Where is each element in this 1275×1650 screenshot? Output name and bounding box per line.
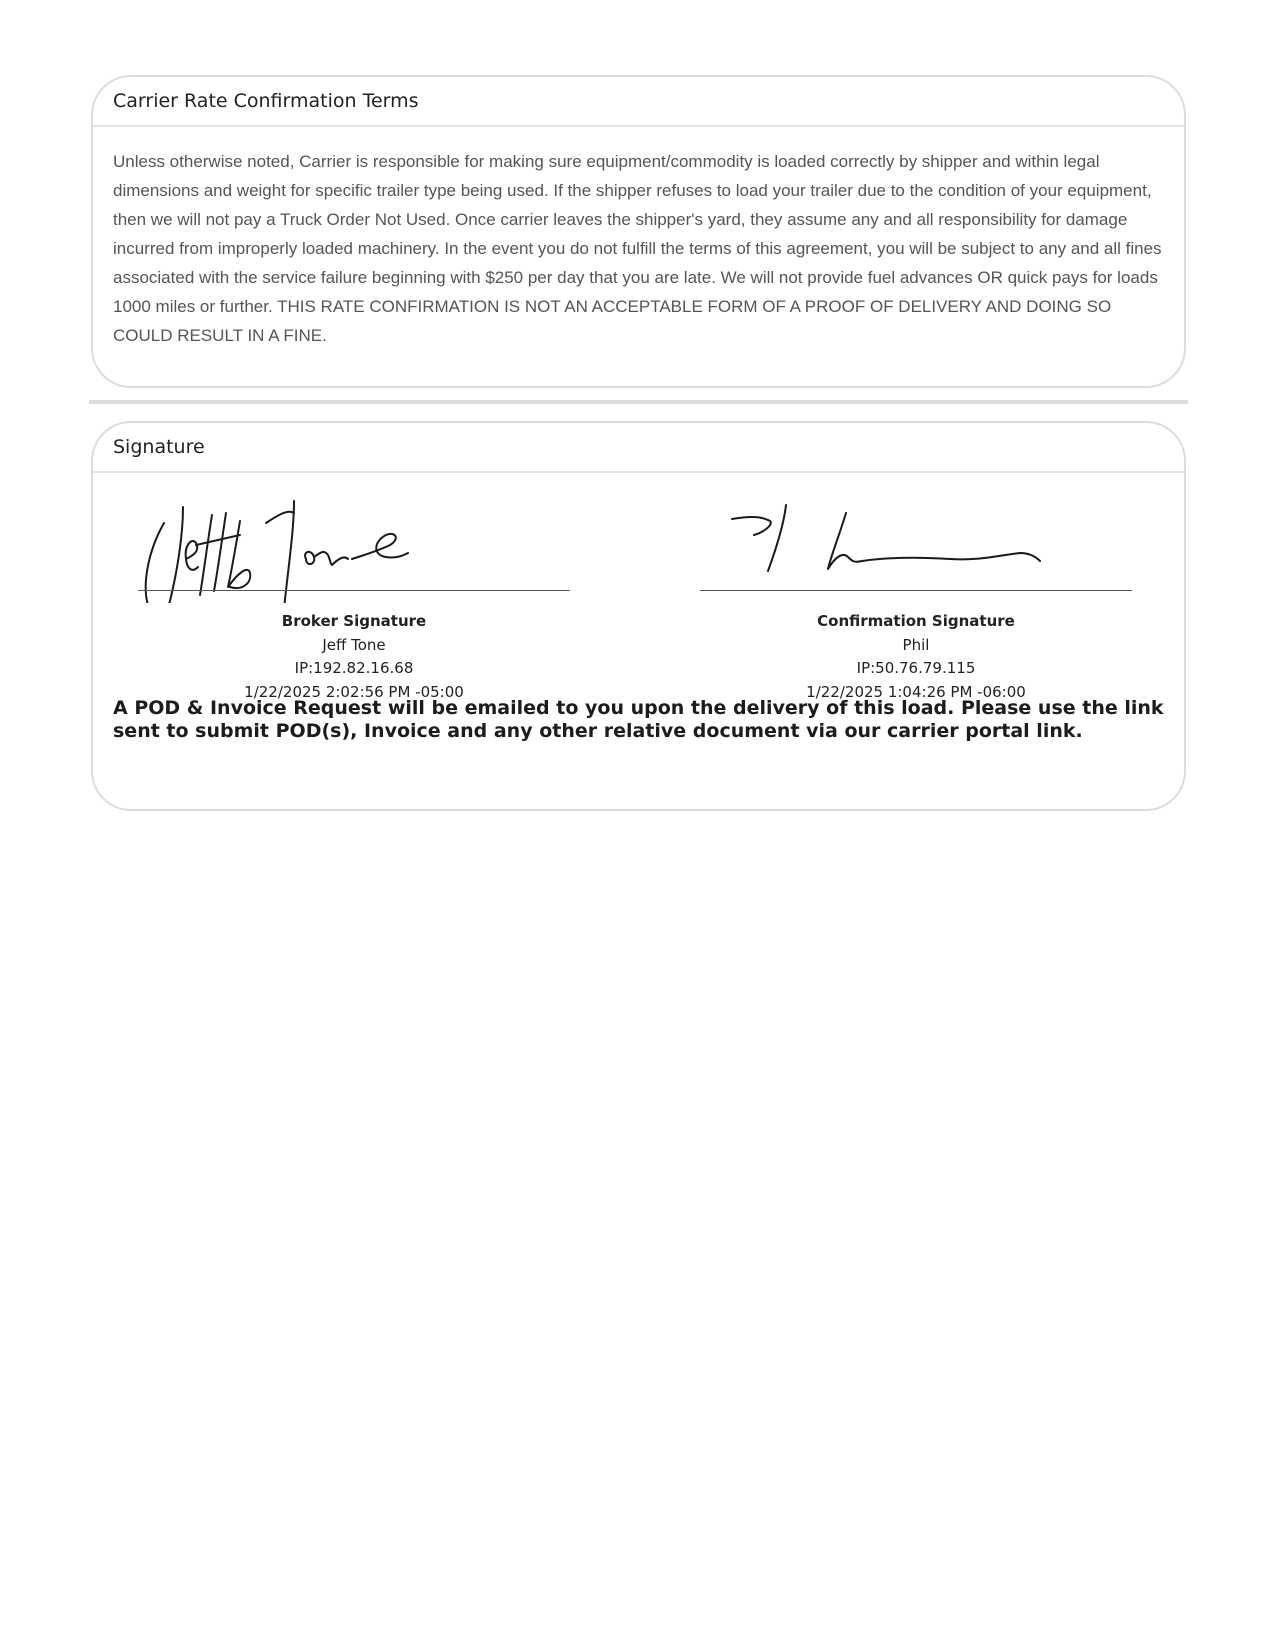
confirmation-signature-line	[700, 590, 1132, 591]
confirmation-timestamp: 1/22/2025 1:04:26 PM -06:00	[806, 682, 1026, 701]
broker-signature-block	[138, 473, 570, 701]
broker-signature-image	[138, 473, 570, 603]
confirmation-signature-image	[700, 473, 1132, 603]
broker-signature-line	[138, 590, 570, 591]
confirmation-signature-details	[700, 610, 1132, 704]
broker-name: Jeff Tone	[322, 635, 386, 654]
broker-timestamp: 1/22/2025 2:02:56 PM -05:00	[244, 682, 464, 701]
signature-card	[91, 421, 1186, 811]
carrier-terms-card	[91, 75, 1186, 388]
terms-title: Carrier Rate Confirmation Terms	[93, 77, 1184, 127]
section-divider	[89, 400, 1188, 404]
confirmation-signature-label: Confirmation Signature	[817, 612, 1015, 630]
broker-signature-label: Broker Signature	[281, 612, 427, 630]
signature-area	[93, 473, 1184, 701]
terms-body: Unless otherwise noted, Carrier is responsible for making sure equipment/commodity is loaded correctly by shipper and within legal dimensions and weight for specific trailer type being used. If the shipper refuses to load your trailer due to the condition of your equipment, then we will not pay a Truck Order Not Used. Once carrier leaves the shipper's yard, they assume any and all responsibility for damage incurred from improperly loaded machinery. In the event you do not fulfill the terms of this agreement, you will be subject to any and all fines associated with the service failure beginning with $250 per day that you are late. We will not provide fuel advances OR quick pays for loads 1000 miles or further. THIS RATE CONFIRMATION IS NOT AN ACCEPTABLE FORM OF A PROOF OF DELIVERY AND DOING SO COULD RESULT IN A FINE.	[113, 152, 1162, 345]
pod-invoice-notice: A POD & Invoice Request will be emailed to you upon the delivery of this load. Please use the link sent to submit POD(s), Invoice and any other relative document via our carrier portal link.	[113, 697, 1164, 742]
signature-title: Signature	[93, 423, 1184, 473]
confirmation-name: Phil	[902, 635, 930, 654]
confirmation-ip: IP:50.76.79.115	[856, 659, 976, 677]
confirmation-signature-block	[700, 473, 1132, 701]
broker-ip: IP:192.82.16.68	[294, 659, 414, 677]
broker-signature-details	[138, 610, 570, 704]
